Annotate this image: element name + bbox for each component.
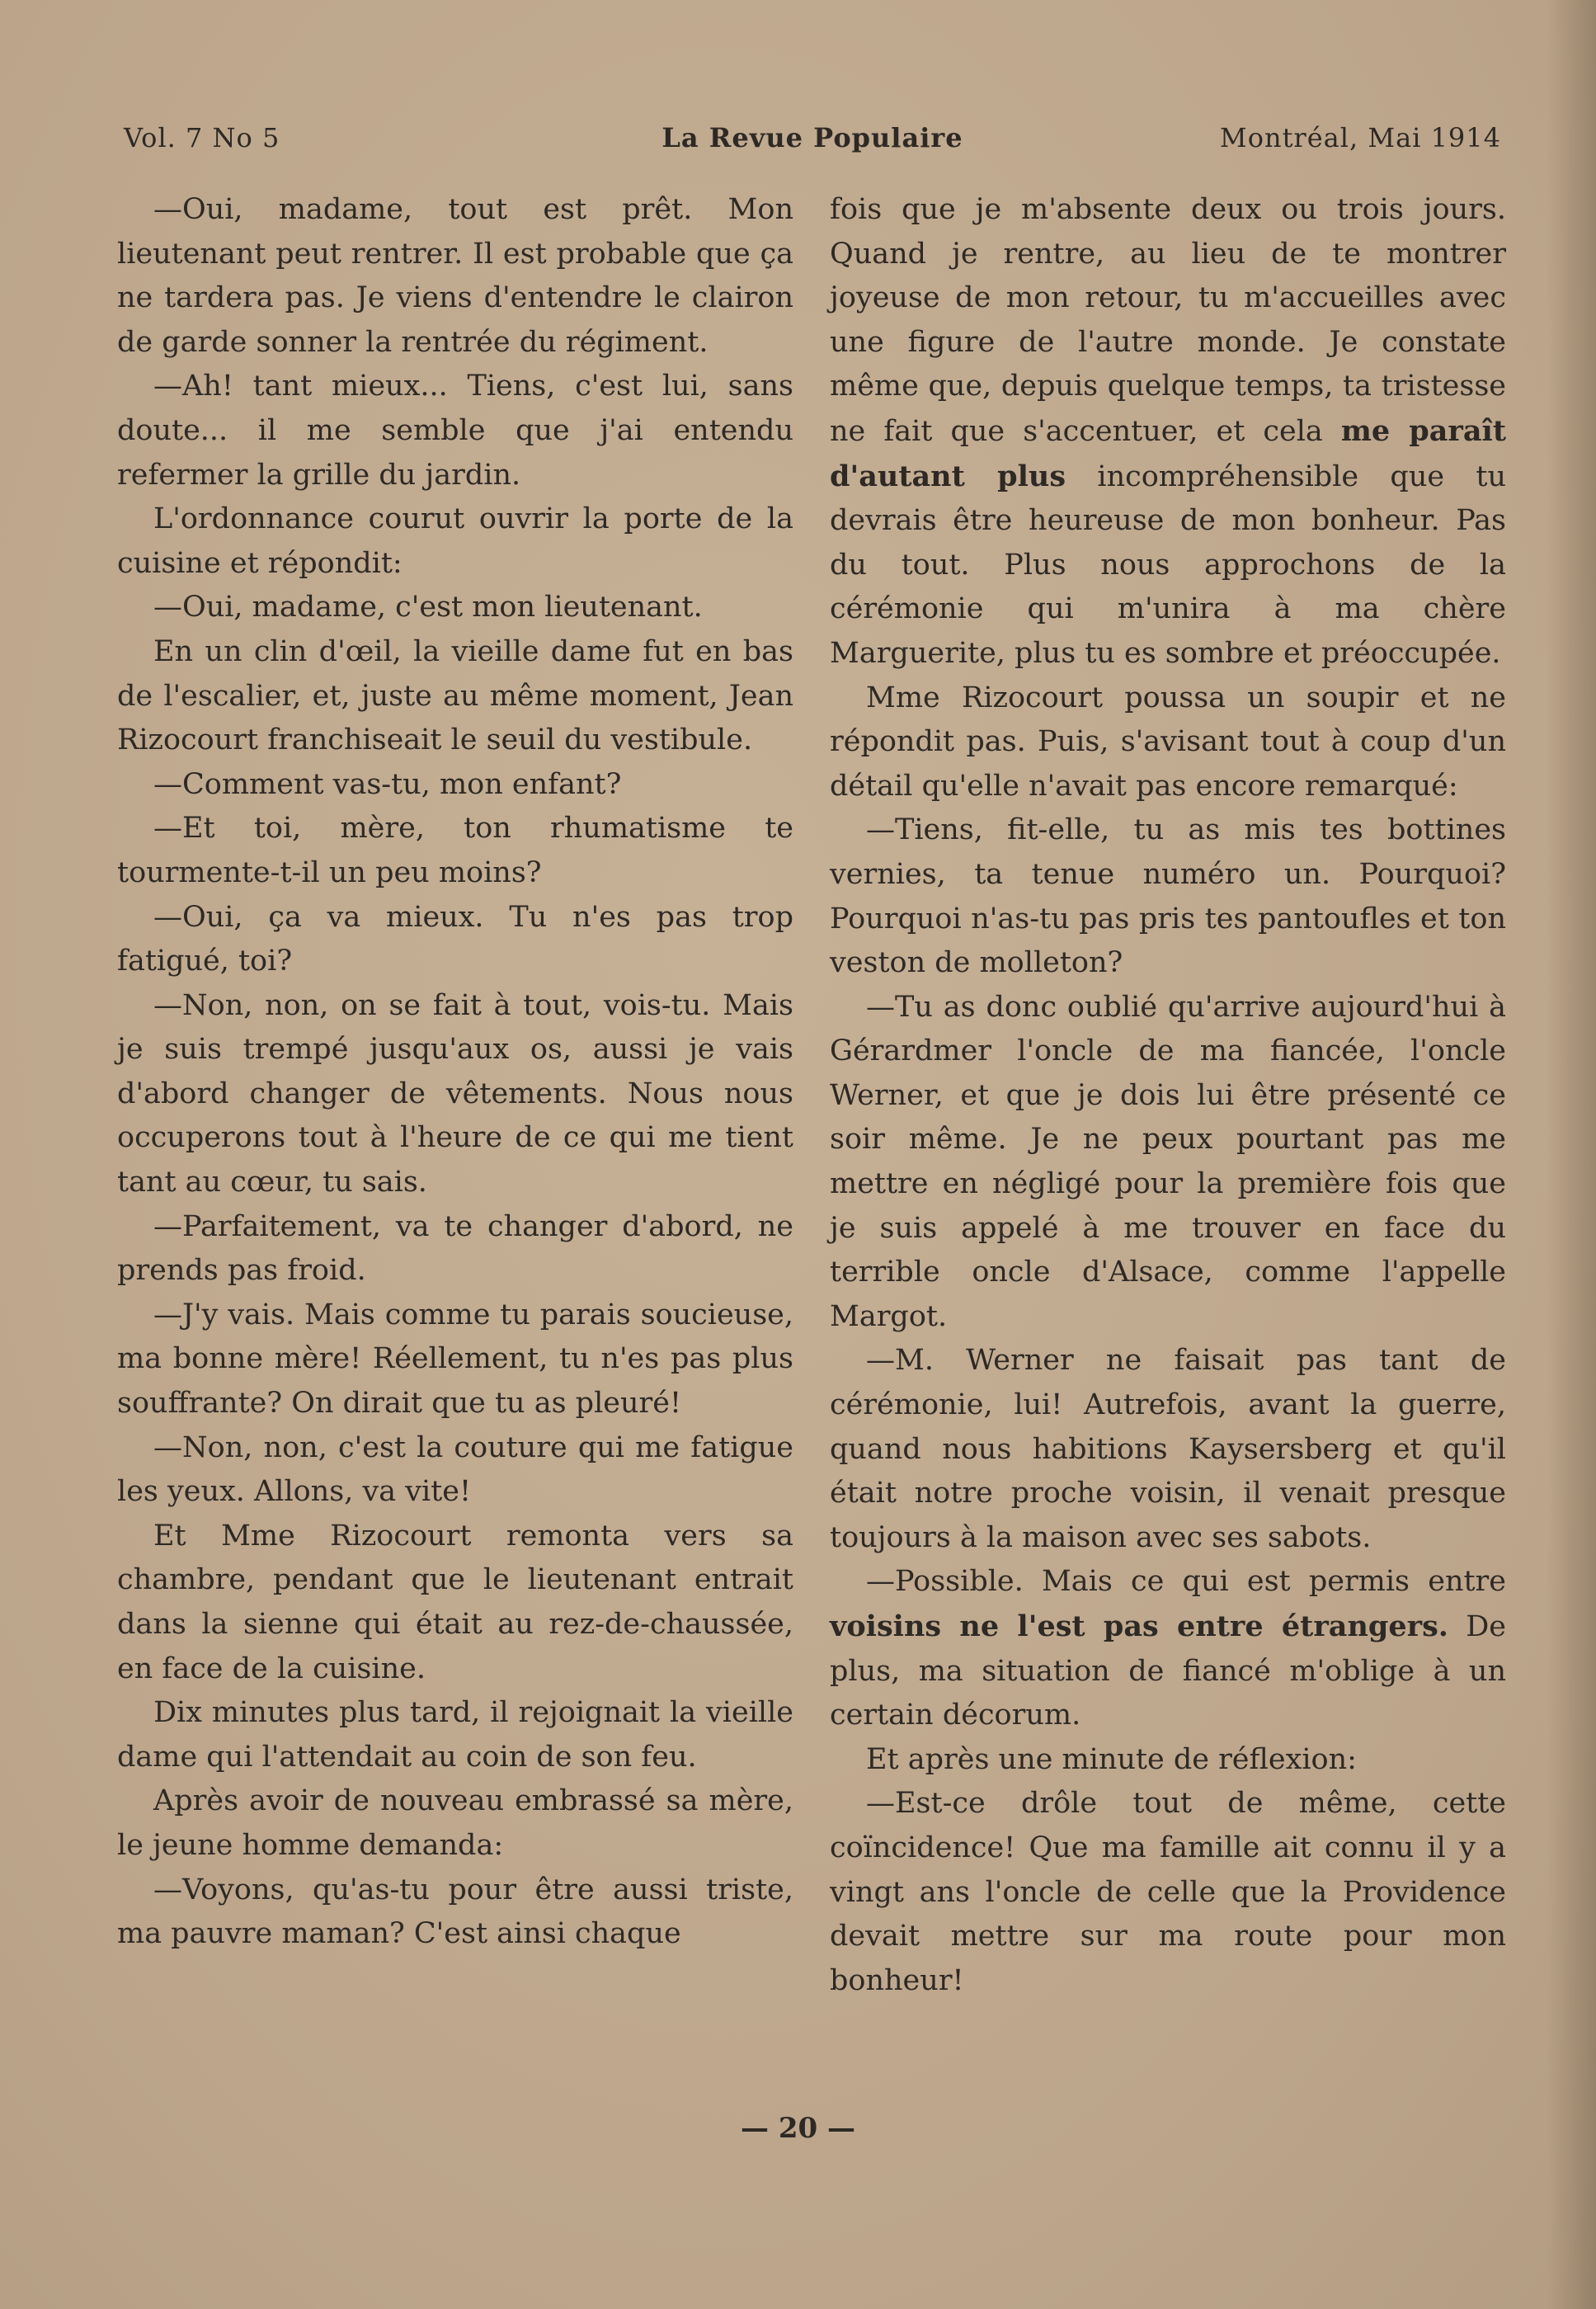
paragraph: —Non, non, c'est la couture qui me fatigue les yeux. Allons, va vite! [117, 1430, 793, 1509]
paragraph: —Voyons, qu'as-tu pour être aussi triste, ma pauvre maman? C'est ainsi chaque [117, 1873, 793, 1951]
paragraph: Et Mme Rizocourt remonta vers sa chambre, pendant que le lieutenant entrait dans la sienne qui était au rez-de-chaussée, en face de la cuisine. [117, 1519, 793, 1685]
paragraph: —M. Werner ne faisait pas tant de cérémonie, lui! Autrefois, avant la guerre, quand nous habitions Kaysersberg et qu'il était notre proche voisin, il venait presque toujours à la maison avec ses sabots. [830, 1344, 1506, 1554]
paragraph [830, 188, 1506, 676]
publication-title: La Revue Populaire [661, 122, 963, 153]
paragraph: —J'y vais. Mais comme tu parais soucieuse, ma bonne mère! Réellement, tu n'es pas plus souffrante? On dirait que tu as pleuré! [117, 1298, 793, 1421]
left-column [117, 188, 793, 1957]
paragraph: —Oui, ça va mieux. Tu n'es pas trop fatigué, toi? [117, 900, 793, 978]
paragraph-text: incompréhensible que tu devrais être heureuse de mon bonheur. Pas du tout. Plus nous approchons de la cérémonie qui m'unira à ma chère Marguerite, plus tu es sombre et préoccupée. [830, 459, 1506, 670]
paragraph: —Comment vas-tu, mon enfant? [153, 767, 622, 801]
paragraph: —Oui, madame, tout est prêt. Mon lieutenant peut rentrer. Il est probable que ça ne tardera pas. Je viens d'entendre le clairon de garde sonner la rentrée du régiment. [117, 193, 793, 359]
paragraph: Dix minutes plus tard, il rejoignait la vieille dame qui l'attendait au coin de son feu. [117, 1696, 793, 1774]
paragraph: Après avoir de nouveau embrassé sa mère, le jeune homme demanda: [117, 1784, 793, 1862]
paragraph: Mme Rizocourt poussa un soupir et ne répondit pas. Puis, s'avisant tout à coup d'un détail qu'elle n'avait pas encore remarqué: [830, 681, 1506, 803]
volume-label: Vol. 7 No 5 [124, 122, 280, 153]
issue-date: Montréal, Mai 1914 [1219, 122, 1501, 153]
paragraph: —Oui, madame, c'est mon lieutenant. [153, 591, 703, 624]
paragraph: —Est-ce drôle tout de même, cette coïncidence! Que ma famille ait connu il y a vingt ans l'oncle de celle que la Providence devait mettre sur ma route pour mon bonheur! [830, 1787, 1506, 1997]
paragraph-text: fois que je m'absente deux ou trois jours. Quand je rentre, au lieu de te montrer joyeuse de mon retour, tu m'accueilles avec une figure de l'autre monde. Je constate même que, depuis quelque temps, ta tristesse ne fait que s'accentuer, et cela [830, 193, 1506, 448]
paragraph: —Non, non, on se fait à tout, vois-tu. Mais je suis trempé jusqu'aux os, aussi je vais d'abord changer de vêtements. Nous nous occuperons tout à l'heure de ce qui me tient tant au cœur, tu sais. [117, 988, 793, 1199]
paragraph: —Parfaitement, va te changer d'abord, ne prends pas froid. [117, 1209, 793, 1288]
paragraph: —Ah! tant mieux... Tiens, c'est lui, sans doute... il me semble que j'ai entendu refermer la grille du jardin. [117, 370, 793, 492]
page-edge-shadow [1547, 0, 1596, 2309]
paragraph-text: De plus, ma situation de fiancé m'oblige à un certain décorum. [830, 1610, 1506, 1732]
paragraph: —Et toi, mère, ton rhumatisme te tourmente-t-il un peu moins? [117, 812, 793, 889]
page-header [124, 122, 1501, 163]
bold-text: voisins ne l'est pas entre étrangers. [830, 1609, 1448, 1643]
page-number: — 20 — [741, 2112, 855, 2145]
paragraph: —Tu as donc oublié qu'arrive aujourd'hui à Gérardmer l'oncle de ma fiancée, l'oncle Werner, et que je dois lui être présenté ce soir même. Je ne peux pourtant pas me mettre en négligé pour la première fois que je suis appelé à me trouver en face du terrible oncle d'Alsace, comme l'appelle Margot. [830, 990, 1506, 1333]
paragraph: En un clin d'œil, la vieille dame fut en bas de l'escalier, et, juste au même moment, Jean Rizocourt franchiseait le seuil du vestibule. [117, 634, 793, 757]
paragraph: —Tiens, fit-elle, tu as mis tes bottines vernies, ta tenue numéro un. Pourquoi? Pourquoi n'as-tu pas pris tes pantoufles et ton veston de molleton? [830, 813, 1506, 980]
paragraph [830, 1560, 1506, 1737]
bold-text: me paraît d'autant plus [830, 413, 1507, 493]
paragraph-text: —Possible. Mais ce qui est permis entre [866, 1565, 1506, 1599]
paragraph: Et après une minute de réflexion: [866, 1742, 1357, 1776]
paragraph: L'ordonnance courut ouvrir la porte de la cuisine et répondit: [117, 502, 793, 580]
right-column [830, 188, 1506, 2003]
